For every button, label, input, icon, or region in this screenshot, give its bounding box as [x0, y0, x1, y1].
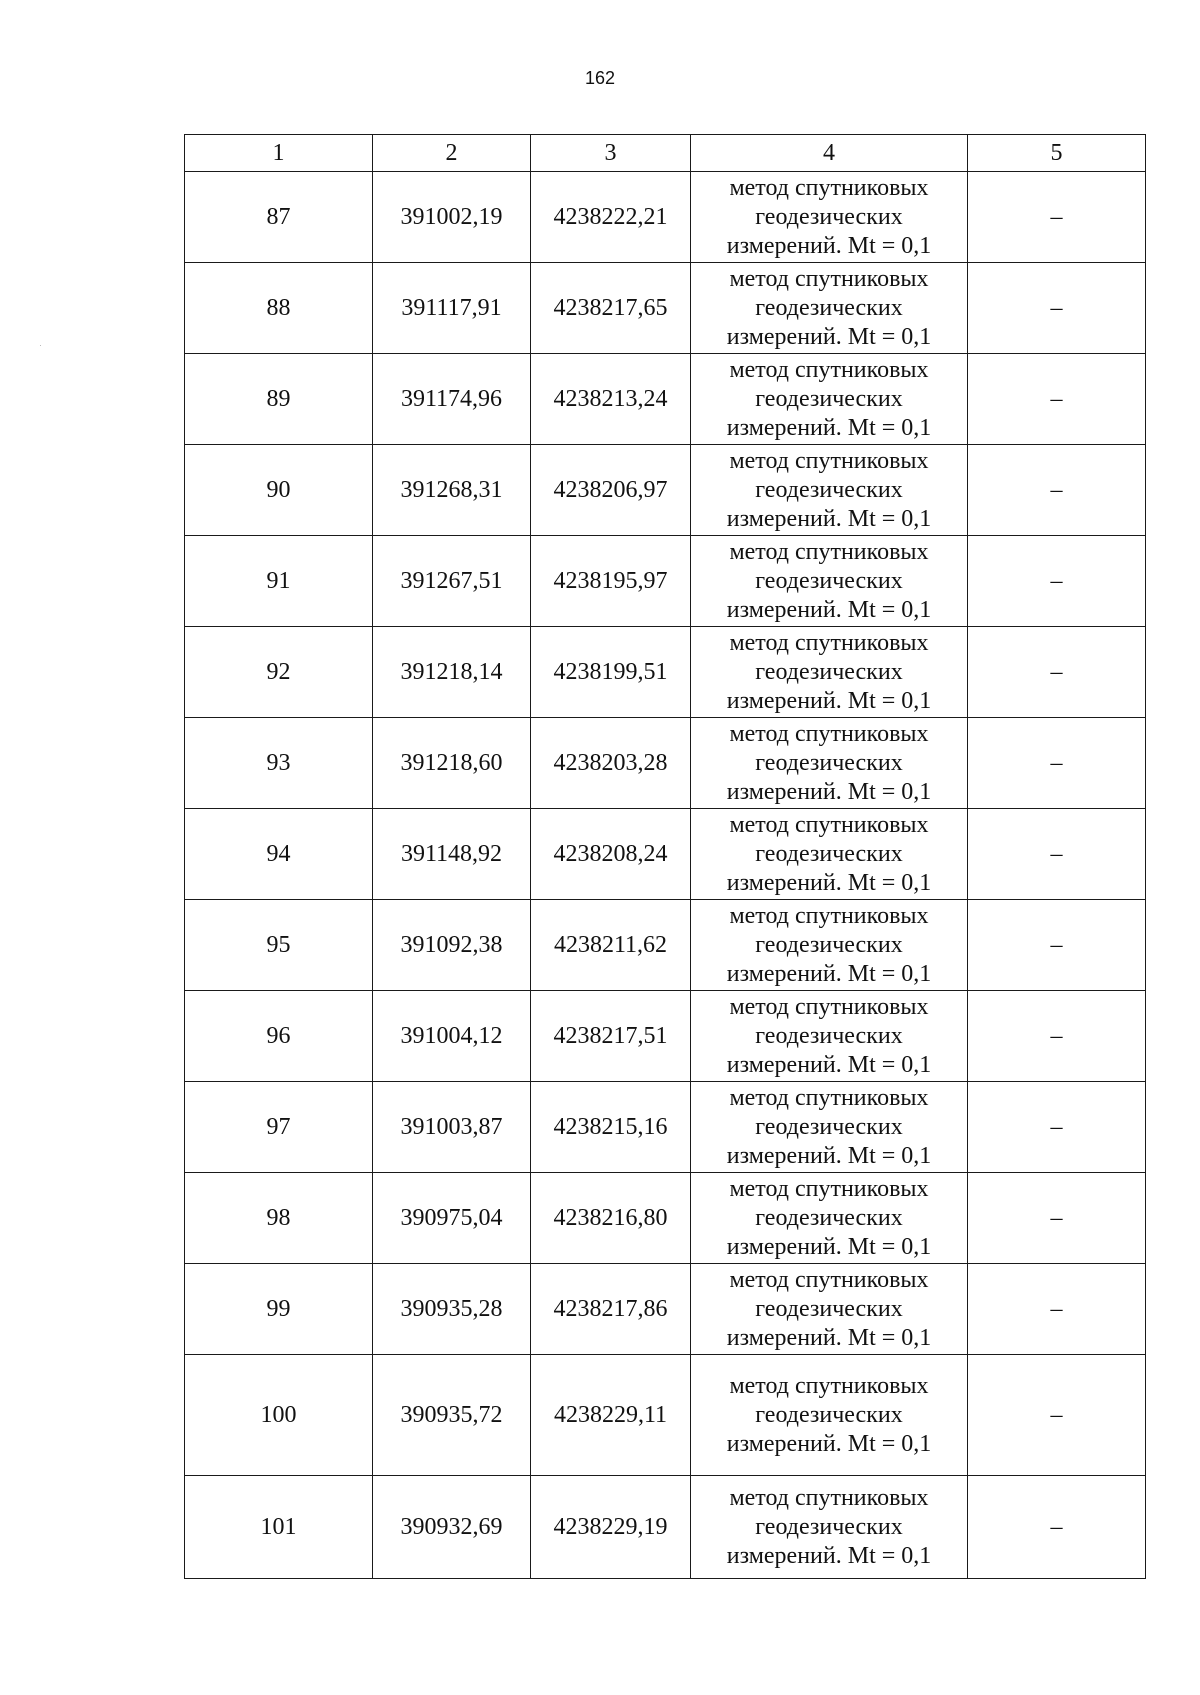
note-cell: –	[968, 445, 1146, 536]
x-coordinate-cell: 391268,31	[373, 445, 531, 536]
method-line: метод спутниковых	[729, 902, 929, 929]
note-cell: –	[968, 809, 1146, 900]
method-line: метод спутниковых	[729, 356, 929, 383]
method-line: измерений. Mt = 0,1	[726, 1233, 932, 1260]
method-line: геодезических	[755, 749, 903, 776]
method-line: геодезических	[755, 203, 903, 230]
x-coordinate-cell: 391002,19	[373, 172, 531, 263]
method-line: измерений. Mt = 0,1	[726, 1542, 932, 1569]
method-line: метод спутниковых	[729, 811, 929, 838]
method-line: геодезических	[755, 1204, 903, 1231]
y-coordinate-cell: 4238195,97	[531, 536, 691, 627]
method-line: геодезических	[755, 1295, 903, 1322]
method-line: геодезических	[755, 385, 903, 412]
method-cell	[691, 354, 968, 445]
method-line: измерений. Mt = 0,1	[726, 869, 932, 896]
method-line: геодезических	[755, 931, 903, 958]
header-cell-2: 2	[373, 135, 531, 172]
note-cell: –	[968, 1082, 1146, 1173]
note-cell: –	[968, 263, 1146, 354]
note-cell: –	[968, 1173, 1146, 1264]
point-number-cell: 98	[185, 1173, 373, 1264]
header-cell-4: 4	[691, 135, 968, 172]
y-coordinate-cell: 4238217,51	[531, 991, 691, 1082]
method-cell	[691, 1173, 968, 1264]
x-coordinate-cell: 390935,28	[373, 1264, 531, 1355]
method-line: геодезических	[755, 1401, 903, 1428]
coordinates-table	[184, 134, 1146, 1579]
method-cell	[691, 263, 968, 354]
note-cell: –	[968, 172, 1146, 263]
point-number-cell: 92	[185, 627, 373, 718]
table-row	[185, 354, 1146, 445]
method-cell	[691, 1476, 968, 1579]
x-coordinate-cell: 390932,69	[373, 1476, 531, 1579]
method-line: измерений. Mt = 0,1	[726, 1051, 932, 1078]
y-coordinate-cell: 4238222,21	[531, 172, 691, 263]
method-cell	[691, 1082, 968, 1173]
point-number-cell: 101	[185, 1476, 373, 1579]
y-coordinate-cell: 4238208,24	[531, 809, 691, 900]
note-cell: –	[968, 354, 1146, 445]
x-coordinate-cell: 390935,72	[373, 1355, 531, 1476]
method-line: измерений. Mt = 0,1	[726, 1430, 932, 1457]
method-cell	[691, 1264, 968, 1355]
point-number-cell: 93	[185, 718, 373, 809]
method-cell	[691, 536, 968, 627]
method-line: геодезических	[755, 1113, 903, 1140]
point-number-cell: 87	[185, 172, 373, 263]
method-cell	[691, 445, 968, 536]
method-line: измерений. Mt = 0,1	[726, 960, 932, 987]
x-coordinate-cell: 391003,87	[373, 1082, 531, 1173]
y-coordinate-cell: 4238206,97	[531, 445, 691, 536]
y-coordinate-cell: 4238203,28	[531, 718, 691, 809]
method-line: измерений. Mt = 0,1	[726, 1142, 932, 1169]
x-coordinate-cell: 391174,96	[373, 354, 531, 445]
method-line: геодезических	[755, 567, 903, 594]
x-coordinate-cell: 391117,91	[373, 263, 531, 354]
y-coordinate-cell: 4238217,86	[531, 1264, 691, 1355]
method-line: метод спутниковых	[729, 1084, 929, 1111]
note-cell: –	[968, 900, 1146, 991]
y-coordinate-cell: 4238199,51	[531, 627, 691, 718]
table-row	[185, 1476, 1146, 1579]
method-cell	[691, 718, 968, 809]
method-cell	[691, 900, 968, 991]
point-number-cell: 88	[185, 263, 373, 354]
table-row	[185, 1355, 1146, 1476]
point-number-cell: 90	[185, 445, 373, 536]
y-coordinate-cell: 4238211,62	[531, 900, 691, 991]
method-line: метод спутниковых	[729, 1175, 929, 1202]
point-number-cell: 95	[185, 900, 373, 991]
x-coordinate-cell: 391148,92	[373, 809, 531, 900]
note-cell: –	[968, 536, 1146, 627]
method-line: метод спутниковых	[729, 629, 929, 656]
point-number-cell: 96	[185, 991, 373, 1082]
x-coordinate-cell: 391004,12	[373, 991, 531, 1082]
note-cell: –	[968, 1476, 1146, 1579]
method-line: измерений. Mt = 0,1	[726, 1324, 932, 1351]
method-line: геодезических	[755, 658, 903, 685]
point-number-cell: 99	[185, 1264, 373, 1355]
table-row	[185, 445, 1146, 536]
y-coordinate-cell: 4238213,24	[531, 354, 691, 445]
table-row	[185, 172, 1146, 263]
method-line: метод спутниковых	[729, 720, 929, 747]
y-coordinate-cell: 4238229,11	[531, 1355, 691, 1476]
method-line: геодезических	[755, 1022, 903, 1049]
method-line: метод спутниковых	[729, 538, 929, 565]
header-row	[185, 135, 1146, 172]
note-cell: –	[968, 1264, 1146, 1355]
method-line: измерений. Mt = 0,1	[726, 596, 932, 623]
method-cell	[691, 172, 968, 263]
method-line: метод спутниковых	[729, 447, 929, 474]
method-line: метод спутниковых	[729, 265, 929, 292]
table-row	[185, 718, 1146, 809]
method-cell	[691, 627, 968, 718]
method-line: метод спутниковых	[729, 1266, 929, 1293]
method-line: измерений. Mt = 0,1	[726, 778, 932, 805]
table-row	[185, 1173, 1146, 1264]
table-row	[185, 536, 1146, 627]
note-cell: –	[968, 991, 1146, 1082]
table-row	[185, 991, 1146, 1082]
point-number-cell: 100	[185, 1355, 373, 1476]
note-cell: –	[968, 718, 1146, 809]
method-line: геодезических	[755, 840, 903, 867]
method-line: измерений. Mt = 0,1	[726, 505, 932, 532]
method-line: измерений. Mt = 0,1	[726, 232, 932, 259]
table-row	[185, 809, 1146, 900]
y-coordinate-cell: 4238229,19	[531, 1476, 691, 1579]
table-row	[185, 1082, 1146, 1173]
y-coordinate-cell: 4238217,65	[531, 263, 691, 354]
method-cell	[691, 991, 968, 1082]
page-number: 162	[584, 68, 616, 88]
table-row	[185, 627, 1146, 718]
table-row	[185, 1264, 1146, 1355]
method-line: метод спутниковых	[729, 993, 929, 1020]
point-number-cell: 97	[185, 1082, 373, 1173]
method-cell	[691, 1355, 968, 1476]
method-line: метод спутниковых	[729, 1484, 929, 1511]
header-cell-1: 1	[185, 135, 373, 172]
header-cell-5: 5	[968, 135, 1146, 172]
y-coordinate-cell: 4238215,16	[531, 1082, 691, 1173]
scan-speck	[40, 345, 41, 346]
point-number-cell: 91	[185, 536, 373, 627]
point-number-cell: 89	[185, 354, 373, 445]
point-number-cell: 94	[185, 809, 373, 900]
method-line: геодезических	[755, 1513, 903, 1540]
method-cell	[691, 809, 968, 900]
x-coordinate-cell: 391092,38	[373, 900, 531, 991]
x-coordinate-cell: 391218,14	[373, 627, 531, 718]
method-line: измерений. Mt = 0,1	[726, 687, 932, 714]
method-line: метод спутниковых	[729, 174, 929, 201]
method-line: измерений. Mt = 0,1	[726, 414, 932, 441]
table-row	[185, 263, 1146, 354]
x-coordinate-cell: 390975,04	[373, 1173, 531, 1264]
note-cell: –	[968, 627, 1146, 718]
y-coordinate-cell: 4238216,80	[531, 1173, 691, 1264]
table-row	[185, 900, 1146, 991]
header-cell-3: 3	[531, 135, 691, 172]
note-cell: –	[968, 1355, 1146, 1476]
x-coordinate-cell: 391218,60	[373, 718, 531, 809]
method-line: измерений. Mt = 0,1	[726, 323, 932, 350]
method-line: метод спутниковых	[729, 1372, 929, 1399]
x-coordinate-cell: 391267,51	[373, 536, 531, 627]
method-line: геодезических	[755, 476, 903, 503]
method-line: геодезических	[755, 294, 903, 321]
table-body	[185, 135, 1146, 1579]
